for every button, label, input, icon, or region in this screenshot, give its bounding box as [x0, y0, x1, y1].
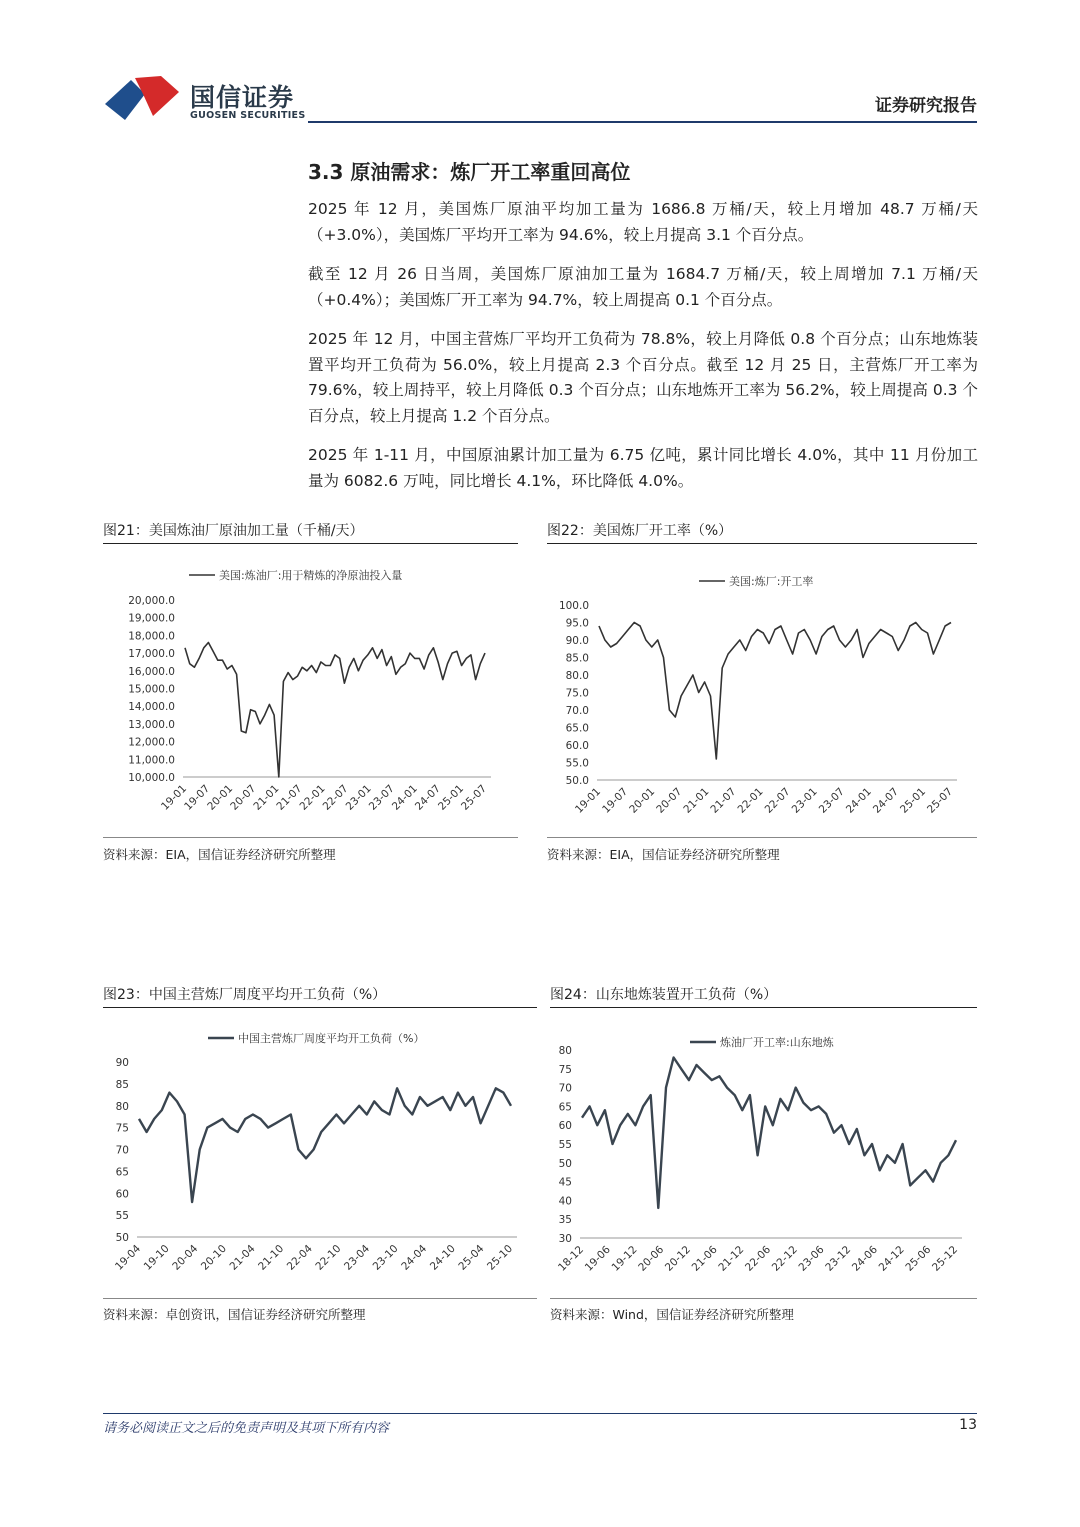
- y-tick-label: 90: [115, 1057, 129, 1069]
- x-tick-label: 22-06: [743, 1243, 774, 1274]
- x-tick-label: 20-04: [170, 1242, 201, 1273]
- y-tick-label: 60: [115, 1188, 129, 1201]
- x-tick-label: 21-01: [251, 782, 282, 813]
- x-tick-label: 22-10: [313, 1242, 344, 1273]
- y-tick-label: 85: [115, 1078, 129, 1091]
- x-tick-label: 21-07: [274, 782, 305, 813]
- report-type-label: 证券研究报告: [875, 96, 977, 116]
- legend-label: 美国:炼油厂:用于精炼的净原油投入量: [219, 569, 403, 582]
- paragraph-china-runs: 2025 年 12 月，中国主营炼厂平均开工负荷为 78.8%，较上月降低 0.8 个百分点；山东地炼装置平均开工负荷为 56.0%，较上月提高 2.3 个百分点。截至 12 月 25 日，主营炼厂开工率为 79.6%，较上周持平，较上月降低 0.3 个百分点；山东地炼开工率为 56.2%，较上周提高 0.3 个百分点，较上月提高 1.2 个百分点。: [308, 330, 978, 425]
- footer-divider: [103, 1413, 977, 1414]
- y-tick-label: 17,000.0: [128, 648, 175, 661]
- series-line: [599, 623, 951, 760]
- x-tick-label: 20-07: [654, 785, 685, 816]
- y-tick-label: 70: [115, 1144, 129, 1157]
- x-tick-label: 23-04: [341, 1242, 373, 1273]
- y-tick-label: 50.0: [565, 775, 589, 787]
- figure-24-chart: [550, 1023, 977, 1293]
- y-tick-label: 65: [558, 1101, 572, 1114]
- y-tick-label: 75.0: [565, 687, 589, 700]
- guosen-logo-mark: [105, 76, 181, 124]
- x-tick-label: 25-07: [459, 782, 490, 813]
- y-tick-label: 55: [558, 1139, 572, 1151]
- x-tick-label: 25-07: [925, 785, 956, 816]
- y-tick-label: 70: [558, 1082, 572, 1095]
- figure-22-source: 资料来源：EIA，国信证券经济研究所整理: [547, 847, 780, 862]
- x-tick-label: 23-12: [823, 1243, 854, 1274]
- y-tick-label: 50: [115, 1232, 129, 1244]
- figure-21-top-rule: [103, 543, 518, 544]
- x-tick-label: 19-01: [573, 785, 604, 816]
- y-tick-label: 65: [115, 1166, 129, 1179]
- x-tick-label: 23-07: [366, 782, 397, 813]
- y-tick-label: 20,000.0: [128, 595, 175, 607]
- x-tick-label: 19-12: [609, 1243, 640, 1274]
- x-tick-label: 21-06: [689, 1243, 720, 1274]
- x-tick-label: 22-01: [297, 782, 328, 813]
- x-tick-label: 20-01: [205, 782, 236, 813]
- y-tick-label: 40: [558, 1195, 572, 1208]
- figure-21-title: 图21：美国炼油厂原油加工量（千桶/天）: [103, 523, 364, 539]
- x-tick-label: 24-04: [399, 1242, 430, 1273]
- header-divider: [308, 121, 977, 123]
- figure-24-svg: [550, 1023, 977, 1293]
- x-tick-label: 22-12: [769, 1243, 800, 1274]
- x-tick-label: 25-01: [897, 785, 929, 816]
- y-tick-label: 85.0: [565, 652, 589, 665]
- x-tick-label: 20-01: [627, 785, 658, 816]
- x-tick-label: 21-07: [708, 785, 739, 816]
- figure-24-bottom-rule: [550, 1298, 977, 1299]
- x-tick-label: 20-07: [228, 782, 259, 813]
- figure-23-title: 图23：中国主营炼厂周度平均开工负荷（%）: [103, 987, 387, 1003]
- x-tick-label: 25-01: [435, 782, 467, 813]
- x-tick-label: 22-01: [735, 785, 766, 816]
- x-tick-label: 23-01: [789, 785, 820, 816]
- x-tick-label: 21-04: [227, 1242, 258, 1273]
- x-tick-label: 23-07: [816, 785, 847, 816]
- y-tick-label: 18,000.0: [128, 630, 175, 643]
- y-tick-label: 65.0: [565, 722, 589, 735]
- y-tick-label: 80: [115, 1100, 129, 1113]
- disclaimer-note: 请务必阅读正文之后的免责声明及其项下所有内容: [103, 1421, 390, 1436]
- x-tick-label: 21-01: [681, 785, 712, 816]
- x-tick-label: 19-07: [600, 785, 631, 816]
- y-tick-label: 100.0: [558, 600, 589, 612]
- figure-24-title: 图24：山东地炼装置开工负荷（%）: [550, 987, 778, 1003]
- x-tick-label: 22-07: [762, 785, 793, 816]
- figure-23-chart: [103, 1023, 537, 1293]
- figure-22-top-rule: [547, 543, 977, 544]
- x-tick-label: 24-01: [843, 785, 874, 816]
- logo-chinese-name: 国信证券: [190, 83, 295, 112]
- figure-21-bottom-rule: [103, 837, 518, 838]
- x-tick-label: 19-10: [141, 1242, 172, 1273]
- x-tick-label: 20-12: [662, 1243, 693, 1274]
- y-tick-label: 12,000.0: [128, 736, 175, 749]
- paragraph-china-cumulative: 2025 年 1-11 月，中国原油累计加工量为 6.75 亿吨，累计同比增长 4.0%，其中 11 月份加工量为 6082.6 万吨，同比增长 4.1%，环比降低 4.0%。: [308, 446, 978, 490]
- y-tick-label: 55: [115, 1210, 129, 1223]
- figure-24-source: 资料来源：Wind，国信证券经济研究所整理: [550, 1307, 794, 1322]
- x-tick-label: 24-01: [389, 782, 420, 813]
- y-tick-label: 10,000.0: [128, 772, 175, 784]
- y-tick-label: 95.0: [565, 617, 589, 630]
- x-tick-label: 24-07: [412, 782, 443, 813]
- figure-22-bottom-rule: [547, 837, 977, 838]
- x-tick-label: 21-10: [256, 1242, 287, 1273]
- x-tick-label: 20-06: [636, 1243, 667, 1274]
- y-tick-label: 14,000.0: [128, 701, 175, 714]
- figure-22-title: 图22：美国炼厂开工率（%）: [547, 523, 733, 539]
- figure-23-source: 资料来源：卓创资讯，国信证券经济研究所整理: [103, 1307, 366, 1322]
- x-tick-label: 25-06: [903, 1243, 934, 1274]
- figure-23-bottom-rule: [103, 1298, 537, 1299]
- y-tick-label: 80: [558, 1045, 572, 1057]
- figure-24-top-rule: [550, 1007, 977, 1008]
- x-tick-label: 23-01: [343, 782, 374, 813]
- x-tick-label: 25-04: [456, 1242, 487, 1273]
- x-tick-label: 19-07: [182, 782, 213, 813]
- figure-21-chart: [103, 560, 518, 830]
- y-tick-label: 60: [558, 1120, 572, 1133]
- series-line: [139, 1088, 511, 1202]
- y-tick-label: 75: [115, 1122, 129, 1135]
- x-tick-label: 23-10: [370, 1242, 401, 1273]
- paragraph-us-monthly: 2025 年 12 月，美国炼厂原油平均加工量为 1686.8 万桶/天，较上月增加 48.7 万桶/天（+3.0%），美国炼厂平均开工率为 94.6%，较上月提高 3.1 个百分点。: [308, 200, 978, 244]
- logo-english-name: GUOSEN SECURITIES: [190, 110, 306, 121]
- y-tick-label: 50: [558, 1157, 572, 1170]
- legend-label: 中国主营炼厂周度平均开工负荷（%）: [238, 1032, 425, 1045]
- figure-22-svg: [547, 560, 977, 830]
- y-tick-label: 70.0: [565, 705, 589, 717]
- x-tick-label: 20-10: [198, 1242, 229, 1273]
- y-tick-label: 75: [558, 1063, 572, 1076]
- y-tick-label: 60.0: [565, 740, 589, 752]
- figure-21-source: 资料来源：EIA，国信证券经济研究所整理: [103, 847, 336, 862]
- section-title: 3.3 原油需求：炼厂开工率重回高位: [308, 160, 631, 184]
- y-tick-label: 45: [558, 1176, 572, 1189]
- series-line: [185, 643, 485, 778]
- figure-21-svg: [103, 560, 518, 830]
- x-tick-label: 24-10: [427, 1242, 458, 1273]
- x-tick-label: 22-07: [320, 782, 351, 813]
- y-tick-label: 55.0: [565, 757, 589, 770]
- x-tick-label: 24-06: [849, 1243, 880, 1274]
- x-tick-label: 25-12: [930, 1243, 961, 1274]
- y-tick-label: 19,000.0: [128, 612, 175, 625]
- legend-label: 美国:炼厂:开工率: [729, 575, 814, 588]
- y-tick-label: 80.0: [565, 670, 589, 682]
- x-tick-label: 22-04: [284, 1242, 315, 1273]
- x-tick-label: 23-06: [796, 1243, 827, 1274]
- x-tick-label: 19-04: [113, 1242, 144, 1273]
- y-tick-label: 13,000.0: [128, 718, 175, 731]
- x-tick-label: 24-07: [870, 785, 901, 816]
- y-tick-label: 35: [558, 1214, 572, 1227]
- y-tick-label: 16,000.0: [128, 665, 175, 678]
- figure-22-chart: [547, 560, 977, 830]
- legend-label: 炼油厂开工率:山东地炼: [720, 1036, 834, 1049]
- x-tick-label: 19-01: [159, 782, 190, 813]
- page-number: 13: [959, 1417, 977, 1433]
- y-tick-label: 11,000.0: [128, 754, 175, 767]
- x-tick-label: 18-12: [556, 1243, 587, 1274]
- figure-23-svg: [103, 1023, 537, 1293]
- paragraph-us-weekly: 截至 12 月 26 日当周，美国炼厂原油加工量为 1684.7 万桶/天，较上周增加 7.1 万桶/天（+0.4%）；美国炼厂开工率为 94.7%，较上周提高 0.1 个百分点。: [308, 265, 978, 309]
- x-tick-label: 21-12: [716, 1243, 747, 1274]
- y-tick-label: 90.0: [565, 635, 589, 647]
- series-line: [582, 1058, 956, 1208]
- x-tick-label: 25-10: [485, 1242, 516, 1273]
- y-tick-label: 30: [558, 1233, 572, 1245]
- y-tick-label: 15,000.0: [128, 683, 175, 696]
- figure-23-top-rule: [103, 1007, 537, 1008]
- x-tick-label: 19-06: [582, 1243, 613, 1274]
- x-tick-label: 24-12: [876, 1243, 907, 1274]
